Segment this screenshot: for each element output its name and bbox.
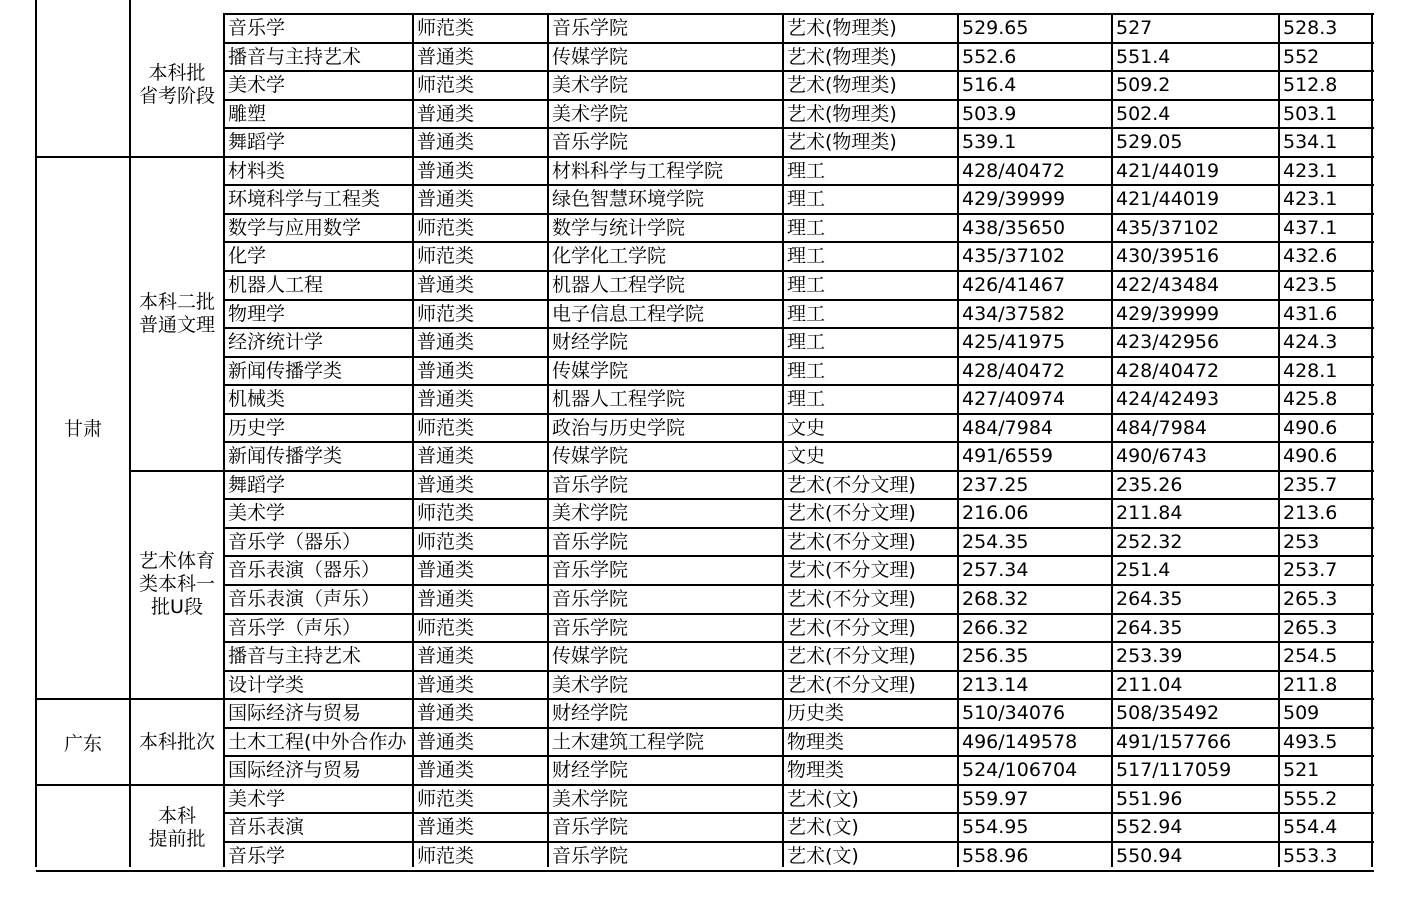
cell-subject-type: 理工 <box>787 303 826 324</box>
cell-max-score: 434/37582 <box>962 303 1066 324</box>
cell-college: 材料科学与工程学院 <box>552 160 724 181</box>
cell-category: 师范类 <box>417 217 475 238</box>
cell-college: 音乐学院 <box>552 589 629 609</box>
column-border <box>957 13 959 867</box>
cell-max-score: 426/41467 <box>962 274 1066 295</box>
row-border <box>224 241 1374 243</box>
cell-subject-type: 文史 <box>787 446 826 467</box>
cell-avg-score: 423.1 <box>1283 160 1338 181</box>
cell-avg-score: 265.3 <box>1283 589 1338 609</box>
row-border <box>224 727 1374 729</box>
cell-major: 化学 <box>228 246 267 267</box>
cell-max-score: 503.9 <box>962 103 1017 124</box>
cell-avg-score: 512.8 <box>1283 75 1338 96</box>
cell-college: 美术学院 <box>552 75 629 96</box>
cell-category: 普通类 <box>417 189 475 210</box>
cell-college: 美术学院 <box>552 788 629 809</box>
row-border <box>224 327 1374 329</box>
cell-min-score: 428/40472 <box>1116 360 1220 381</box>
row-border <box>224 384 1374 386</box>
row-border <box>224 213 1374 215</box>
batch-label: 本科批 省考阶段 <box>138 62 215 108</box>
cell-category: 普通类 <box>417 446 475 467</box>
cell-college: 音乐学院 <box>552 132 629 153</box>
cell-subject-type: 艺术(文) <box>787 845 859 866</box>
cell-subject-type: 艺术(物理类) <box>787 103 897 124</box>
row-border <box>224 42 1374 44</box>
cell-avg-score: 503.1 <box>1283 103 1338 124</box>
cell-min-score: 527 <box>1116 18 1153 38</box>
cell-max-score: 559.97 <box>962 788 1029 809</box>
cell-college: 机器人工程学院 <box>552 274 686 295</box>
cell-avg-score: 553.3 <box>1283 845 1338 866</box>
cell-subject-type: 文史 <box>787 417 826 438</box>
cell-college: 音乐学院 <box>552 845 629 866</box>
cell-max-score: 438/35650 <box>962 217 1066 238</box>
cell-avg-score: 424.3 <box>1283 332 1338 353</box>
cell-avg-score: 425.8 <box>1283 389 1338 410</box>
cell-avg-score: 431.6 <box>1283 303 1338 324</box>
cell-avg-score: 428.1 <box>1283 360 1338 381</box>
row-border <box>224 613 1374 615</box>
cell-min-score: 435/37102 <box>1116 217 1220 238</box>
batch-label: 本科二批 普通文理 <box>138 290 215 336</box>
cell-avg-score: 521 <box>1283 760 1320 781</box>
column-border <box>547 13 549 867</box>
row-border <box>224 498 1374 500</box>
row-border <box>224 70 1374 72</box>
cell-max-score: 510/34076 <box>962 703 1066 724</box>
province-label <box>36 785 130 871</box>
cell-avg-score: 437.1 <box>1283 217 1338 238</box>
row-border <box>224 13 1374 15</box>
column-border <box>412 13 414 867</box>
cell-min-score: 235.26 <box>1116 474 1183 495</box>
cell-category: 普通类 <box>417 360 475 381</box>
cell-min-score: 551.96 <box>1116 788 1183 809</box>
cell-major: 材料类 <box>228 160 286 181</box>
cell-max-score: 496/149578 <box>962 731 1078 752</box>
cell-major: 机械类 <box>228 389 286 410</box>
cell-major: 设计学类 <box>228 674 305 695</box>
cell-min-score: 429/39999 <box>1116 303 1220 324</box>
cell-avg-score: 235.7 <box>1283 474 1338 495</box>
cell-college: 传媒学院 <box>552 446 629 467</box>
row-border <box>224 555 1374 557</box>
cell-subject-type: 理工 <box>787 246 826 267</box>
cell-subject-type: 理工 <box>787 389 826 410</box>
row-border <box>224 527 1374 529</box>
cell-min-score: 529.05 <box>1116 132 1183 153</box>
cell-major: 播音与主持艺术 <box>228 46 362 67</box>
cell-avg-score: 528.3 <box>1283 18 1338 38</box>
cell-college: 传媒学院 <box>552 46 629 67</box>
cell-major: 舞蹈学 <box>228 132 286 153</box>
cell-avg-score: 254.5 <box>1283 646 1338 667</box>
cell-max-score: 428/40472 <box>962 360 1066 381</box>
cell-category: 师范类 <box>417 18 475 38</box>
cell-major: 音乐学 <box>228 845 286 866</box>
cell-avg-score: 509 <box>1283 703 1320 724</box>
cell-college: 音乐学院 <box>552 617 629 638</box>
cell-major: 数学与应用数学 <box>228 217 362 238</box>
cell-subject-type: 艺术(物理类) <box>787 46 897 67</box>
cell-subject-type: 艺术(不分文理) <box>787 531 916 552</box>
cell-avg-score: 490.6 <box>1283 446 1338 467</box>
cell-category: 师范类 <box>417 417 475 438</box>
cell-subject-type: 艺术(物理类) <box>787 132 897 153</box>
cell-subject-type: 艺术(不分文理) <box>787 617 916 638</box>
cell-max-score: 257.34 <box>962 560 1029 581</box>
row-border <box>224 584 1374 586</box>
cell-category: 师范类 <box>417 531 475 552</box>
cell-college: 财经学院 <box>552 703 629 724</box>
cell-college: 化学化工学院 <box>552 246 667 267</box>
row-border <box>224 184 1374 186</box>
cell-subject-type: 理工 <box>787 274 826 295</box>
cell-max-score: 524/106704 <box>962 760 1078 781</box>
column-border <box>1278 13 1280 867</box>
cell-major: 新闻传播学类 <box>228 360 343 381</box>
cell-major: 音乐学（器乐） <box>228 531 362 552</box>
cell-category: 普通类 <box>417 474 475 495</box>
cell-min-score: 264.35 <box>1116 589 1183 609</box>
row-border <box>224 641 1374 643</box>
cell-min-score: 430/39516 <box>1116 246 1220 267</box>
province-label: 广东 <box>63 732 102 755</box>
cell-max-score: 256.35 <box>962 646 1029 667</box>
cell-max-score: 558.96 <box>962 845 1029 866</box>
cell-max-score: 552.6 <box>962 46 1017 67</box>
cell-category: 普通类 <box>417 132 475 153</box>
cell-major: 播音与主持艺术 <box>228 646 362 667</box>
cell-college: 电子信息工程学院 <box>552 303 705 324</box>
cell-min-score: 509.2 <box>1116 75 1171 96</box>
cell-subject-type: 艺术(文) <box>787 788 859 809</box>
cell-min-score: 421/44019 <box>1116 189 1220 210</box>
cell-subject-type: 艺术(不分文理) <box>787 589 916 609</box>
cell-avg-score: 423.1 <box>1283 189 1338 210</box>
cell-max-score: 216.06 <box>962 503 1029 524</box>
cell-max-score: 237.25 <box>962 474 1029 495</box>
cell-category: 普通类 <box>417 646 475 667</box>
cell-category: 普通类 <box>417 332 475 353</box>
cell-college: 传媒学院 <box>552 360 629 381</box>
cell-min-score: 502.4 <box>1116 103 1171 124</box>
cell-college: 数学与统计学院 <box>552 217 686 238</box>
cell-min-score: 251.4 <box>1116 560 1171 581</box>
cell-college: 美术学院 <box>552 674 629 695</box>
cell-min-score: 552.94 <box>1116 817 1183 838</box>
cell-category: 普通类 <box>417 560 475 581</box>
cell-max-score: 254.35 <box>962 531 1029 552</box>
cell-college: 美术学院 <box>552 103 629 124</box>
column-border <box>35 0 37 867</box>
cell-category: 师范类 <box>417 503 475 524</box>
cell-college: 音乐学院 <box>552 560 629 581</box>
cell-min-score: 517/117059 <box>1116 760 1232 781</box>
cell-category: 普通类 <box>417 103 475 124</box>
cell-min-score: 253.39 <box>1116 646 1183 667</box>
cell-min-score: 423/42956 <box>1116 332 1220 353</box>
cell-max-score: 268.32 <box>962 589 1029 609</box>
batch-label: 艺术体育 类本科一 批U段 <box>138 550 215 619</box>
cell-category: 普通类 <box>417 817 475 838</box>
cell-min-score: 490/6743 <box>1116 446 1208 467</box>
province-label: 甘肃 <box>63 418 102 441</box>
cell-college: 财经学院 <box>552 332 629 353</box>
column-border <box>1371 13 1373 867</box>
cell-major: 雕塑 <box>228 103 267 124</box>
cell-college: 美术学院 <box>552 503 629 524</box>
cell-max-score: 554.95 <box>962 817 1029 838</box>
cell-category: 普通类 <box>417 760 475 781</box>
cell-avg-score: 265.3 <box>1283 617 1338 638</box>
cell-category: 师范类 <box>417 303 475 324</box>
row-border <box>224 127 1374 129</box>
cell-major: 舞蹈学 <box>228 474 286 495</box>
cell-category: 师范类 <box>417 246 475 267</box>
cell-subject-type: 理工 <box>787 160 826 181</box>
row-border <box>224 870 1374 872</box>
row-border <box>224 812 1374 814</box>
column-border <box>223 13 225 867</box>
cell-subject-type: 理工 <box>787 360 826 381</box>
cell-max-score: 435/37102 <box>962 246 1066 267</box>
cell-avg-score: 552 <box>1283 46 1320 67</box>
row-border <box>224 698 1374 700</box>
cell-min-score: 211.04 <box>1116 674 1183 695</box>
cell-avg-score: 554.4 <box>1283 817 1338 838</box>
cell-college: 机器人工程学院 <box>552 389 686 410</box>
row-border <box>224 841 1374 843</box>
cell-max-score: 484/7984 <box>962 417 1054 438</box>
cell-min-score: 491/157766 <box>1116 731 1232 752</box>
cell-max-score: 428/40472 <box>962 160 1066 181</box>
cell-major: 音乐表演（声乐） <box>228 589 381 609</box>
cell-category: 普通类 <box>417 674 475 695</box>
cell-category: 师范类 <box>417 845 475 866</box>
cell-major: 经济统计学 <box>228 332 324 353</box>
cell-min-score: 551.4 <box>1116 46 1171 67</box>
cell-category: 普通类 <box>417 389 475 410</box>
cell-subject-type: 物理类 <box>787 760 845 781</box>
cell-max-score: 529.65 <box>962 18 1029 38</box>
cell-major: 国际经济与贸易 <box>228 760 362 781</box>
cell-subject-type: 理工 <box>787 332 826 353</box>
cell-avg-score: 490.6 <box>1283 417 1338 438</box>
cell-major: 物理学 <box>228 303 286 324</box>
cell-major: 美术学 <box>228 503 286 524</box>
row-border <box>224 755 1374 757</box>
cell-avg-score: 211.8 <box>1283 674 1338 695</box>
batch-label: 本科 提前批 <box>148 804 206 850</box>
row-border <box>224 413 1374 415</box>
cell-max-score: 427/40974 <box>962 389 1066 410</box>
cell-major: 美术学 <box>228 75 286 96</box>
cell-college: 音乐学院 <box>552 531 629 552</box>
cell-category: 普通类 <box>417 274 475 295</box>
cell-min-score: 550.94 <box>1116 845 1183 866</box>
cell-category: 普通类 <box>417 160 475 181</box>
cell-min-score: 422/43484 <box>1116 274 1220 295</box>
cell-subject-type: 理工 <box>787 189 826 210</box>
cell-avg-score: 253 <box>1283 531 1320 552</box>
cell-college: 音乐学院 <box>552 18 629 38</box>
cell-min-score: 484/7984 <box>1116 417 1208 438</box>
cell-subject-type: 物理类 <box>787 731 845 752</box>
cell-subject-type: 艺术(不分文理) <box>787 474 916 495</box>
cell-college: 音乐学院 <box>552 474 629 495</box>
cell-subject-type: 艺术(物理类) <box>787 18 897 38</box>
cell-major: 音乐表演 <box>228 817 305 838</box>
cell-min-score: 421/44019 <box>1116 160 1220 181</box>
cell-avg-score: 253.7 <box>1283 560 1338 581</box>
cell-subject-type: 艺术(文) <box>787 817 859 838</box>
cell-category: 普通类 <box>417 731 475 752</box>
province-label <box>36 14 130 157</box>
cell-avg-score: 432.6 <box>1283 246 1338 267</box>
row-border <box>224 156 1374 158</box>
row-border <box>224 356 1374 358</box>
cell-major: 音乐学 <box>228 18 286 38</box>
row-border <box>224 441 1374 443</box>
cell-college: 绿色智慧环境学院 <box>552 189 705 210</box>
cell-major: 音乐表演（器乐） <box>228 560 381 581</box>
cell-category: 普通类 <box>417 703 475 724</box>
cell-category: 普通类 <box>417 589 475 609</box>
cell-major: 美术学 <box>228 788 286 809</box>
cell-subject-type: 历史类 <box>787 703 845 724</box>
cell-avg-score: 213.6 <box>1283 503 1338 524</box>
cell-college: 土木建筑工程学院 <box>552 731 705 752</box>
row-border <box>224 270 1374 272</box>
cell-major: 音乐学（声乐） <box>228 617 362 638</box>
cell-major: 新闻传播学类 <box>228 446 343 467</box>
cell-major: 历史学 <box>228 417 286 438</box>
cell-max-score: 539.1 <box>962 132 1017 153</box>
cell-subject-type: 艺术(不分文理) <box>787 646 916 667</box>
cell-min-score: 424/42493 <box>1116 389 1220 410</box>
cell-major: 机器人工程 <box>228 274 324 295</box>
column-border <box>782 13 784 867</box>
column-border <box>1111 13 1113 867</box>
cell-min-score: 252.32 <box>1116 531 1183 552</box>
cell-college: 音乐学院 <box>552 817 629 838</box>
cell-subject-type: 艺术(不分文理) <box>787 503 916 524</box>
row-border <box>224 470 1374 472</box>
cell-max-score: 491/6559 <box>962 446 1054 467</box>
cell-college: 政治与历史学院 <box>552 417 686 438</box>
cell-category: 师范类 <box>417 617 475 638</box>
cell-min-score: 508/35492 <box>1116 703 1220 724</box>
cell-max-score: 213.14 <box>962 674 1029 695</box>
cell-max-score: 425/41975 <box>962 332 1066 353</box>
cell-college: 财经学院 <box>552 760 629 781</box>
cell-min-score: 264.35 <box>1116 617 1183 638</box>
row-border <box>224 299 1374 301</box>
cell-max-score: 266.32 <box>962 617 1029 638</box>
cell-category: 师范类 <box>417 788 475 809</box>
cell-subject-type: 艺术(不分文理) <box>787 560 916 581</box>
cell-max-score: 516.4 <box>962 75 1017 96</box>
cell-avg-score: 423.5 <box>1283 274 1338 295</box>
column-border <box>129 0 131 867</box>
row-border <box>224 784 1374 786</box>
cell-major: 国际经济与贸易 <box>228 703 362 724</box>
cell-college: 传媒学院 <box>552 646 629 667</box>
cell-category: 师范类 <box>417 75 475 96</box>
cell-min-score: 211.84 <box>1116 503 1183 524</box>
cell-major: 环境科学与工程类 <box>228 189 381 210</box>
cell-category: 普通类 <box>417 46 475 67</box>
cell-subject-type: 理工 <box>787 217 826 238</box>
row-border <box>224 670 1374 672</box>
batch-label: 本科批次 <box>138 730 215 753</box>
row-border <box>224 99 1374 101</box>
cell-major: 土木工程(中外合作办 <box>228 731 407 752</box>
cell-max-score: 429/39999 <box>962 189 1066 210</box>
cell-avg-score: 555.2 <box>1283 788 1338 809</box>
cell-avg-score: 493.5 <box>1283 731 1338 752</box>
cell-subject-type: 艺术(不分文理) <box>787 674 916 695</box>
cell-subject-type: 艺术(物理类) <box>787 75 897 96</box>
cell-avg-score: 534.1 <box>1283 132 1338 153</box>
